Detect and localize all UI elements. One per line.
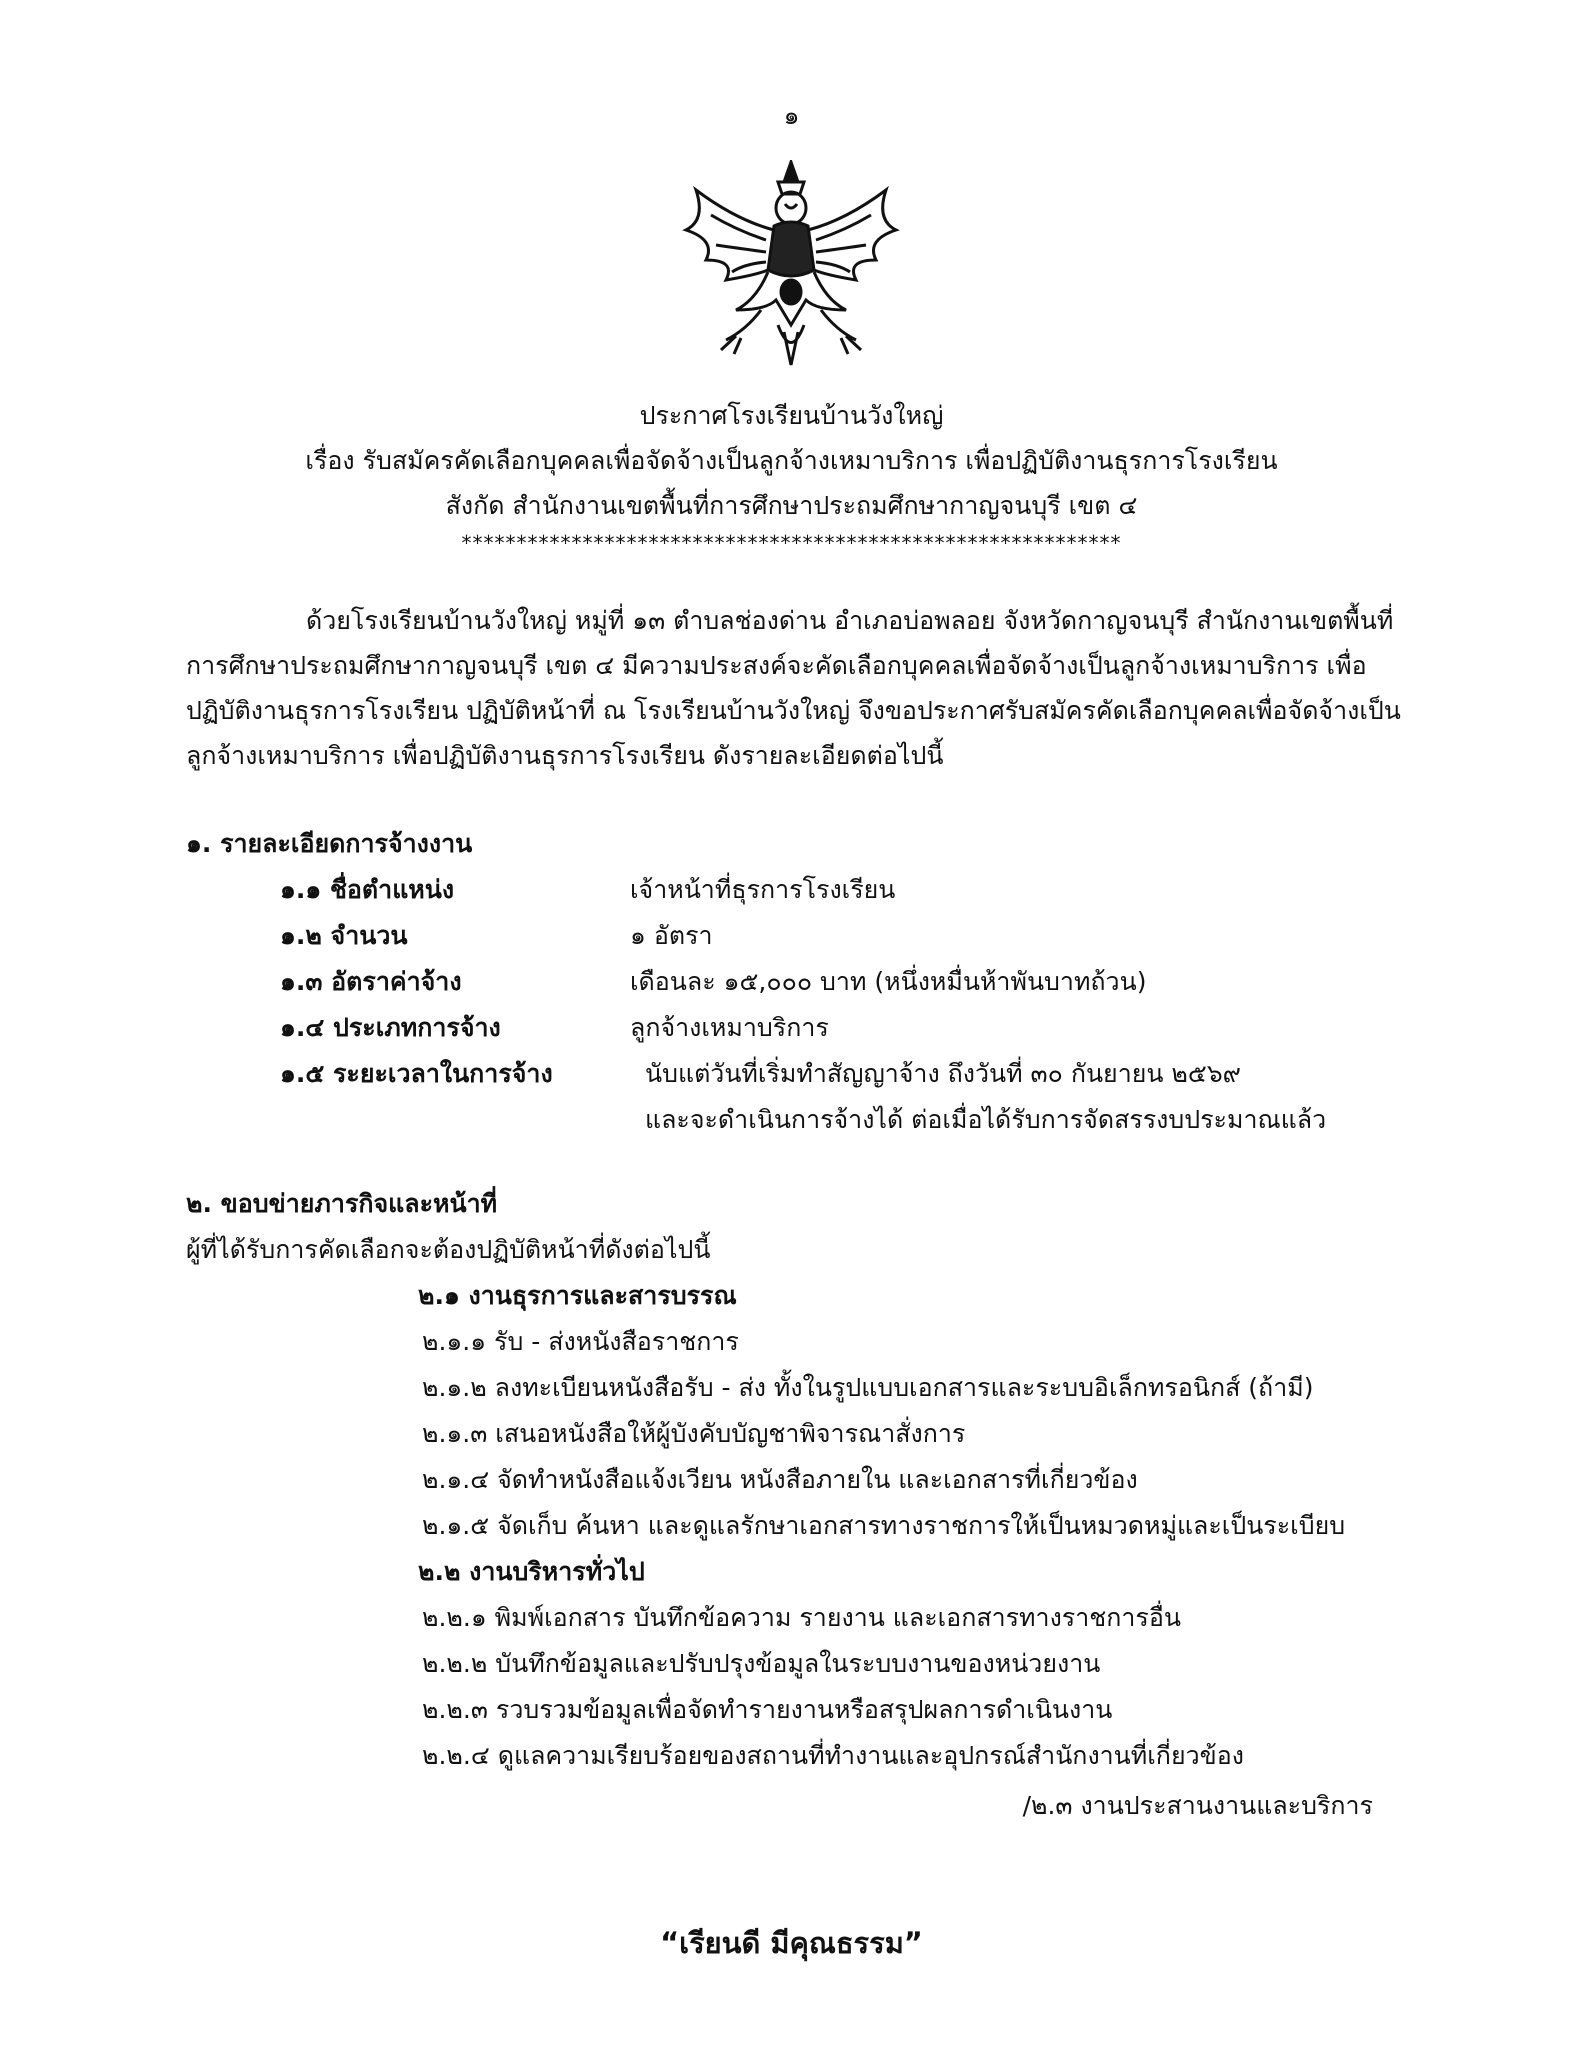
list-item: ๒.๑.๓ เสนอหนังสือให้ผู้บังคับบัญชาพิจารณาสั่งการ [422, 1419, 966, 1448]
list-item: ๒.๑.๑ รับ - ส่งหนังสือราชการ [422, 1327, 739, 1356]
school-motto: “เรียนดี มีคุณธรรม” [660, 1926, 923, 1960]
continuation-note: /๒.๓ งานประสานงานและบริการ [1022, 1791, 1373, 1820]
item-1-5-value-continued: และจะดำเนินการจ้างได้ ต่อเมื่อได้รับการจัดสรรงบประมาณแล้ว [645, 1105, 1327, 1134]
list-item: ๒.๑.๕ จัดเก็บ ค้นหา และดูแลรักษาเอกสารทางราชการให้เป็นหมวดหมู่และเป็นระเบียบ [422, 1511, 1346, 1540]
item-1-1-value: เจ้าหน้าที่ธุรการโรงเรียน [630, 875, 896, 904]
announcement-affiliation: สังกัด สำนักงานเขตพื้นที่การศึกษาประถมศึกษากาญจนบุรี เขต ๔ [445, 491, 1138, 520]
item-1-3-label: ๑.๓ อัตราค่าจ้าง [280, 967, 462, 996]
announcement-title: ประกาศโรงเรียนบ้านวังใหญ่ [639, 401, 944, 430]
item-1-5-value: นับแต่วันที่เริ่มทำสัญญาจ้าง ถึงวันที่ ๓๐ กันยายน ๒๕๖๙ [645, 1059, 1241, 1088]
list-item: ๒.๒.๑ พิมพ์เอกสาร บันทึกข้อความ รายงาน และเอกสารทางราชการอื่น [422, 1603, 1181, 1632]
list-item: ๒.๑.๔ จัดทำหนังสือแจ้งเวียน หนังสือภายใน และเอกสารที่เกี่ยวข้อง [422, 1465, 1138, 1494]
section2-heading: ๒. ขอบข่ายภารกิจและหน้าที่ [186, 1189, 498, 1218]
item-1-1-label: ๑.๑ ชื่อตำแหน่ง [280, 875, 455, 904]
garuda-emblem-icon [666, 160, 916, 370]
item-1-2-value: ๑ อัตรา [630, 921, 713, 950]
item-1-4-value: ลูกจ้างเหมาบริการ [630, 1013, 829, 1042]
item-1-4-label: ๑.๔ ประเภทการจ้าง [280, 1013, 501, 1042]
item-1-3-value: เดือนละ ๑๕,๐๐๐ บาท (หนึ่งหมื่นห้าพันบาทถ้วน) [630, 967, 1147, 996]
sub-2-1-heading: ๒.๑ งานธุรการและสารบรรณ [418, 1281, 737, 1310]
page-number: ๑ [783, 101, 800, 130]
intro-paragraph [186, 598, 1406, 778]
list-item: ๒.๑.๒ ลงทะเบียนหนังสือรับ - ส่ง ทั้งในรูปแบบเอกสารและระบบอิเล็กทรอนิกส์ (ถ้ามี) [422, 1373, 1314, 1402]
item-1-2-label: ๑.๒ จำนวน [280, 921, 408, 950]
item-1-5-label: ๑.๕ ระยะเวลาในการจ้าง [280, 1059, 553, 1088]
announcement-subject: เรื่อง รับสมัครคัดเลือกบุคคลเพื่อจัดจ้างเป็นลูกจ้างเหมาบริการ เพื่อปฏิบัติงานธุรการโรงเรียน [305, 446, 1278, 475]
sub-2-2-heading: ๒.๒ งานบริหารทั่วไป [418, 1557, 645, 1586]
list-item: ๒.๒.๓ รวบรวมข้อมูลเพื่อจัดทำรายงานหรือสรุปผลการดำเนินงาน [422, 1695, 1113, 1724]
section2-intro: ผู้ที่ได้รับการคัดเลือกจะต้องปฏิบัติหน้าที่ดังต่อไปนี้ [186, 1235, 711, 1264]
list-item: ๒.๒.๒ บันทึกข้อมูลและปรับปรุงข้อมูลในระบบงานของหน่วยงาน [422, 1649, 1101, 1678]
intro-text: ด้วยโรงเรียนบ้านวังใหญ่ หมู่ที่ ๑๓ ตำบลช่องด่าน อำเภอบ่อพลอย จังหวัดกาญจนบุรี สำนักงานเขตพื้นที่การศึกษาประถมศึกษากาญจนบุรี เขต ๔ มีความประสงค์จะคัดเลือกบุคคลเพื่อจัดจ้างเป็นลูกจ้างเหมาบริการ เพื่อปฏิบัติงานธุรการโรงเรียน ปฏิบัติหน้าที่ ณ โรงเรียนบ้านวังใหญ่ จึงขอประกาศรับสมัครคัดเลือกบุคคลเพื่อจัดจ้างเป็นลูกจ้างเหมาบริการ เพื่อปฏิบัติงานธุรการโรงเรียน ดังรายละเอียดต่อไปนี้ [186, 606, 1401, 770]
section1-heading: ๑. รายละเอียดการจ้างงาน [186, 829, 473, 858]
header-divider: ************************************************************ [461, 531, 1122, 555]
list-item: ๒.๒.๔ ดูแลความเรียบร้อยของสถานที่ทำงานและอุปกรณ์สำนักงานที่เกี่ยวข้อง [422, 1741, 1244, 1770]
